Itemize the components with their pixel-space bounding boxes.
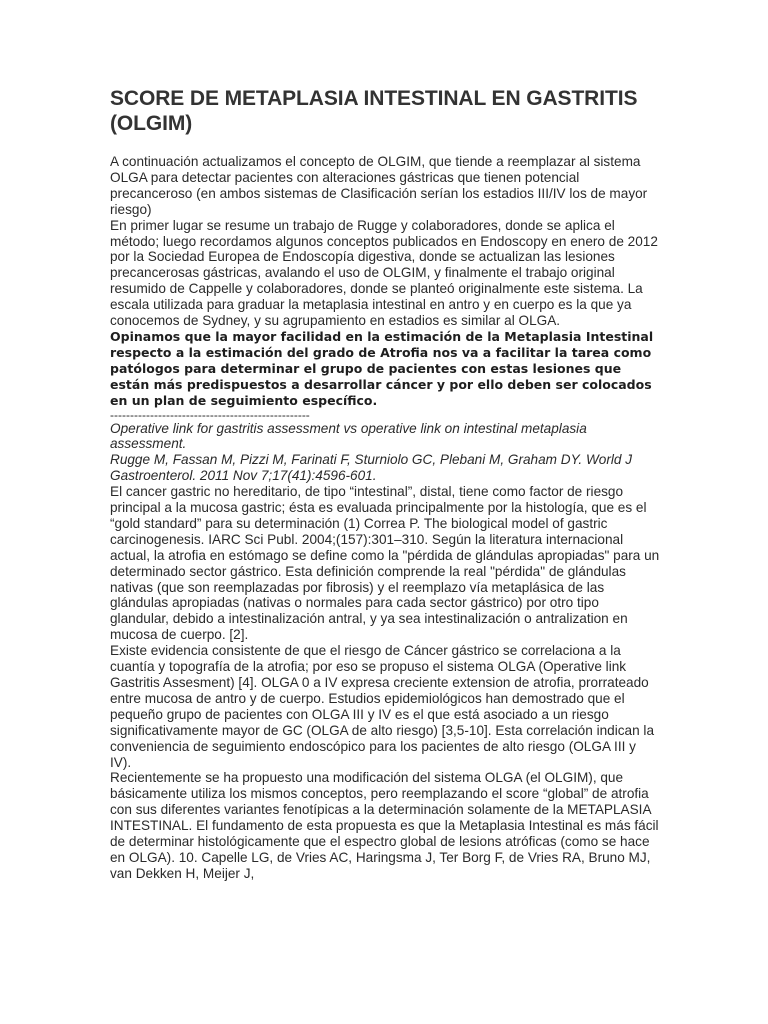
body-paragraph: Existe evidencia consistente de que el riesgo de Cáncer gástrico se correlaciona a la cuantía y topografía de la atrofia; por eso se propuso el sistema OLGA (Operative link Gastritis Assesment) [4]. OLGA 0 a IV expresa creciente extension de atrofia, prorrateado entre mucosa de antro y de cuerpo. Estudios epidemiológicos han demostrado que el pequeño grupo de pacientes con OLGA III y IV es el que está asociado a un riesgo significativamente mayor de GC (OLGA de alto riesgo) [3,5-10]. Esta correlación indican la conveniencia de seguimiento endoscópico para los pacientes de alto riesgo (OLGA III y IV). — [110, 643, 655, 770]
document-title: SCORE DE METAPLASIA INTESTINAL EN GASTRITIS (OLGIM) — [110, 87, 638, 135]
citation-authors: Rugge M, Fassan M, Pizzi M, Farinati F, Sturniolo GC, Plebani M, Graham DY. World J Gastroenterol. 2011 Nov 7;17(41):4596-601. — [110, 452, 633, 484]
body-paragraph: El cancer gastric no hereditario, de tipo “intestinal”, distal, tiene como factor de riesgo principal a la mucosa gastric; ésta es evaluada principalmente por la histología, que es el “gold standard” para su determinación (1) Correa P. The biological model of gastric carcinogenesis. IARC Sci Publ. 2004;(157):301–310. Según la literatura internacional actual, la atrofia en estómago se define como la "pérdida de glándulas apropiadas" para un determinado sector gástrico. Esta definición comprende la real "pérdida" de glándulas nativas (que son reemplazadas por fibrosis) y el reemplazo vía metaplásica de las glándulas apropiadas (nativas o normales para cada sector gástrico) por otro tipo glandular, debido a intestinalización antral, y ya sea intestinalización o antralization en mucosa de cuerpo. [2]. — [110, 484, 660, 643]
intro-paragraph: A continuación actualizamos el concepto de OLGIM, que tiende a reemplazar al sistema OLGA para detectar pacientes con alteraciones gástricas que tienen potencial precanceroso (en ambos sistemas de Clasificación serían los estadios III/IV los de mayor riesgo) — [110, 154, 648, 217]
intro-paragraph: En primer lugar se resume un trabajo de Rugge y colaboradores, donde se aplica el método; luego recordamos algunos conceptos publicados en Endoscopy en enero de 2012 por la Sociedad Europea de Endoscopía digestiva, donde se actualizan las lesiones precancerosas gástricas, avalando el uso de OLGIM, y finalmente el trabajo original resumido de Cappelle y colaboradores, donde se planteó originalmente este sistema. La escala utilizada para graduar la metaplasia intestinal en antro y en cuerpo es la que ya conocemos de Sydney, y su agrupamiento en estadios es similar al OLGA. — [110, 217, 658, 329]
body-paragraph: Recientemente se ha propuesto una modificación del sistema OLGA (el OLGIM), que básicamente utiliza los mismos conceptos, pero reemplazando el score “global” de atrofia con sus diferentes variantes fenotípicas a la determinación solamente de la METAPLASIA INTESTINAL. El fundamento de esta propuesta es que la Metaplasia Intestinal es más fácil de determinar histológicamente que el espectro global de lesions atróficas (como se hace en OLGA). 10. Capelle LG, de Vries AC, Haringsma J, Ter Borg F, de Vries RA, Bruno MJ, van Dekken H, Meijer J, — [110, 770, 659, 881]
citation-title: Operative link for gastritis assessment vs operative link on intestinal metaplasia assessment. — [110, 420, 587, 452]
document-page — [110, 86, 660, 882]
divider-line: -------------------------------------------------- — [110, 408, 310, 421]
opinion-paragraph: Opinamos que la mayor facilidad en la estimación de la Metaplasia Intestinal respecto a la estimación del grado de Atrofia nos va a facilitar la tarea como patólogos para determinar el grupo de pacientes con estas lesiones que están más predispuestos a desarrollar cáncer y por ello deben ser colocados en un plan de seguimiento específico. — [110, 328, 654, 408]
